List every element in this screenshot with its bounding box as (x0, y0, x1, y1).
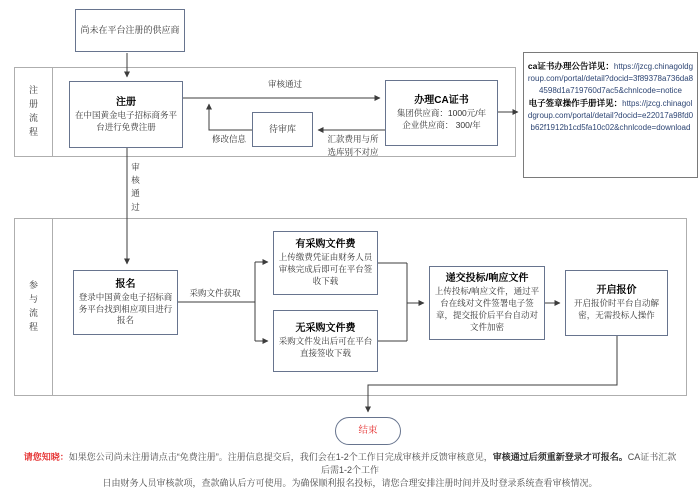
label-review-passed-vertical (130, 161, 142, 214)
info-box-manual (527, 97, 694, 134)
submit-bid-box (429, 266, 545, 340)
no-purchase-fee-body: 采购文件发出后可在平台直接签收下载 (278, 336, 373, 358)
label-modify-info: 修改信息 (211, 134, 246, 144)
purchase-fee-title: 有采购文件费 (295, 239, 356, 251)
bottom-note-line2: 日由财务人员审核款项，查款确认后方可使用。为确保顺利报名投标，请您合理安排注册时间并及时登录系统查看审核情况。 (102, 478, 598, 488)
register-box-body: 在中国黄金电子招标商务平台进行免费注册 (74, 109, 177, 132)
registration-section-label: 注册流程 (28, 85, 38, 137)
bottom-note-bold: 审核通过后须重新登录才可报名。 (492, 452, 628, 462)
bottom-note-line1 (20, 451, 680, 477)
start-node-label: 尚未在平台注册的供应商 (80, 25, 180, 36)
label-review-passed: 审核通过 (267, 79, 302, 89)
end-node (335, 417, 401, 445)
info-box-notice-label: ca证书办理公告详见： (527, 61, 614, 71)
open-quote-body: 开启报价时平台自动解密，无需投标人操作 (573, 298, 659, 320)
register-box-title: 注册 (116, 96, 136, 108)
info-box-notice (527, 60, 694, 97)
start-node-unregistered-supplier (75, 9, 185, 52)
purchase-fee-box (273, 231, 378, 295)
bottom-note-prefix: 请您知晓： (23, 452, 69, 462)
ca-certificate-price-group: 集团供应商：1000元/年 (396, 108, 487, 119)
register-box (69, 81, 183, 148)
participation-section-label: 参与流程 (28, 280, 38, 332)
label-fee-mismatch-line2: 选库别不对应 (327, 147, 379, 157)
bottom-note (20, 451, 680, 490)
pending-review-box (252, 112, 313, 147)
ca-certificate-box (385, 80, 498, 146)
info-box (523, 52, 698, 178)
signup-box (73, 270, 178, 335)
label-fee-mismatch-line1: 汇款费用与所 (327, 134, 379, 144)
signup-box-title: 报名 (115, 278, 136, 290)
signup-box-body: 登录中国黄金电子招标商务平台找到相应项目进行报名 (78, 291, 173, 326)
submit-bid-body: 上传投标/响应文件，通过平台在线对文件签署电子签章，提交报价后平台自动对文件加密 (434, 286, 540, 332)
info-box-manual-label: 电子签章操作手册详见： (528, 98, 623, 108)
label-doc-fetch: 采购文件获取 (189, 288, 241, 298)
bottom-note-part2: CA证书汇款后需1-2个工作 (320, 452, 677, 475)
purchase-fee-body: 上传缴费凭证由财务人员审核完成后即可在平台签收下载 (278, 252, 373, 286)
open-quote-box (565, 270, 668, 336)
ca-certificate-price-enterprise: 企业供应商： 300/年 (402, 120, 481, 130)
label-fee-mismatch (322, 133, 384, 159)
submit-bid-title: 递交投标/响应文件 (445, 273, 529, 285)
no-purchase-fee-box (273, 310, 378, 372)
pending-review-label: 待审库 (268, 124, 296, 135)
ca-certificate-title: 办理CA证书 (414, 95, 469, 107)
open-quote-title: 开启报价 (596, 285, 637, 297)
end-node-label: 结束 (358, 424, 378, 436)
no-purchase-fee-title: 无采购文件费 (295, 323, 356, 335)
label-review-passed-vertical-text: 审核通过 (131, 162, 140, 212)
info-box-notice-url: https://jzcg.chinagoldgroup.com/portal/detail?docid=3f89378a736da84598d1a719760d7ac5&chnlcode=notice (527, 62, 694, 95)
info-box-manual-url: https://jzcg.chinagoldgroup.com/portal/detail?docid=e22017a98fd0b62f1912b1cd5fa10c02&chnlcode=download (527, 99, 694, 132)
bottom-note-part1: 如果您公司尚未注册请点击“免费注册”。注册信息提交后，我们会在1-2个工作日完成审核并反馈审核意见， (68, 452, 493, 462)
